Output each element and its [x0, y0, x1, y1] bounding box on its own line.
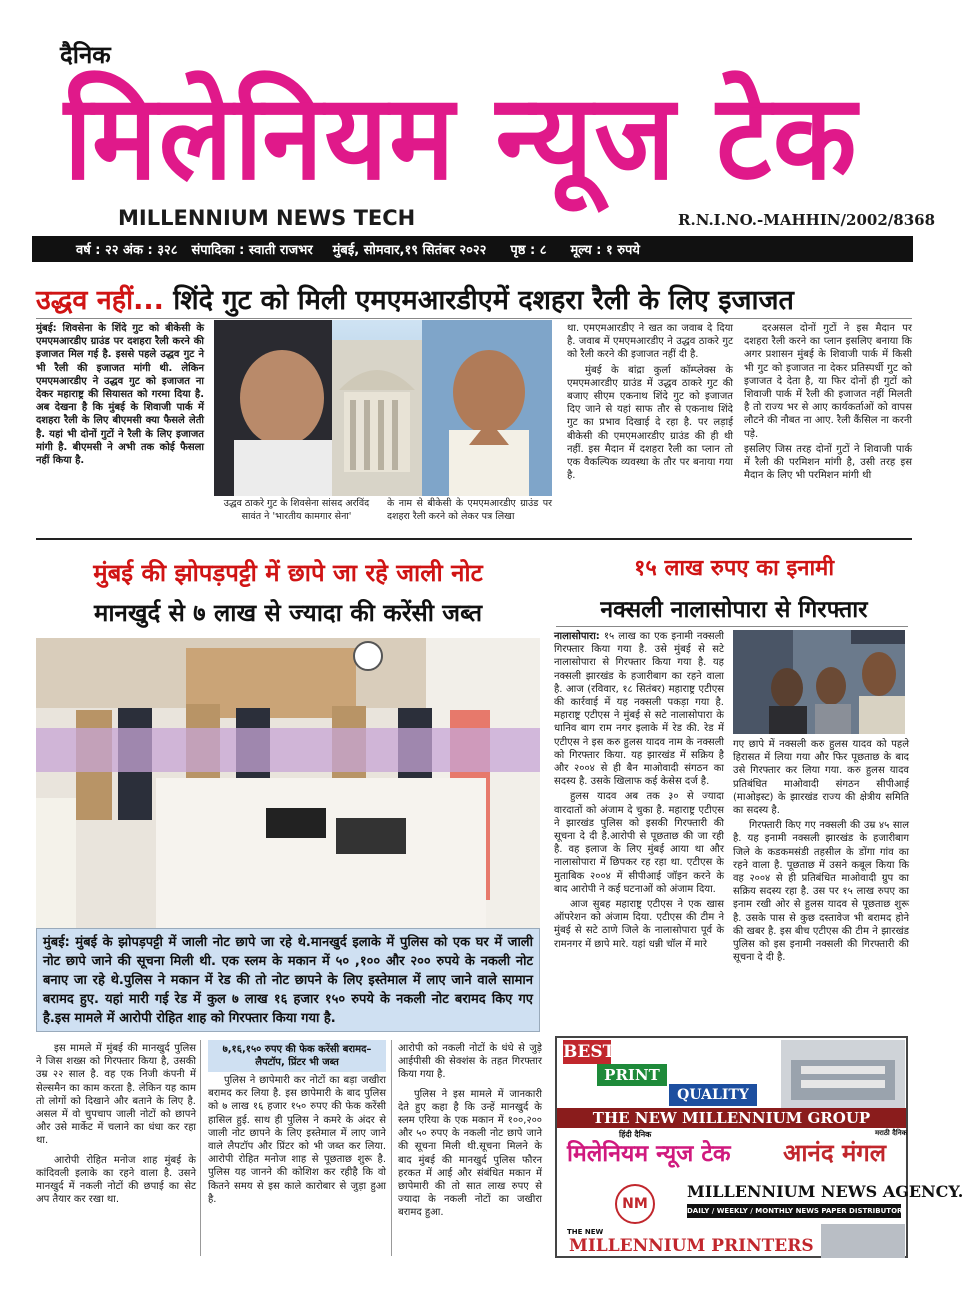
- ad-agency-sub: DAILY / WEEKLY / MONTHLY NEWS PAPER DISTRIBUTOR: [687, 1204, 901, 1218]
- story1-col1-text: शिवसेना के शिंदे गुट को बीकेसी के एमएमआरडीए ग्राउंड पर दशहरा रैली करने की इजाजत मिल गई है. इससे पहले उद्धव गुट ने भी रैली की इजाजत मांगी थी. लेकिन एमएमआरडीए ने उद्धव गुट को इजाजत ना देकर महाराष्ट्र की सियासत को गरमा दिया है. अब देखना है कि मुंबई के शिवाजी पार्क में दशहरा रैली के लिए बीएमसी क्या फैसले लेती है. यहां भी दोनों गुटों ने रैली के लिए इजाजत मांगी है. बीएमसी ने अभी तक कोई फैसला नहीं किया है.: [36, 323, 204, 467]
- story2-col1a: इस मामले में मुंबई की मानखुर्द पुलिस ने जिस शख्स को गिरफ्तार किया है, उसकी उम्र २२ साल है. वह एक निजी कंपनी में सेल्समैन का काम करता है. लेकिन यह काम तो लोगों को दिखाने और बताने के लिए है. असल में वो चुपचाप जाली नोटों को छापने और उसे मार्केट में चलाने का धंधा कर रहा था.: [36, 1043, 196, 1147]
- story3-column-2: [733, 738, 909, 1030]
- story2-col3b: पुलिस ने इस मामले में जानकारी देते हुए कहा है कि उन्हें मानखुर्द के स्लम एरिया के एक मकान में १००,२०० और ५० रुपए के नकली नोट छापे जाने की सूचना मिली थी.सूचना मिलने के बाद मुंबई की मानखुर्द पुलिस फौरन हरकत में आई और संबंधित मकान में छापेमारी की तो सात लाख रुपए से ज्यादा के नकली नोटों का जखीरा बरामद हुआ.: [398, 1088, 542, 1219]
- advertisement: [555, 1036, 963, 1258]
- divider: [391, 1040, 392, 1256]
- story2-col2: पुलिस ने छापेमारी कर नोटों का बड़ा जखीरा बरामद कर लिया है. इस छापेमारी के बाद पुलिस को ७ लाख १६ हजार १५० रुपए की फेक करेंसी हासिल हुई. साथ ही पुलिस ने कमरे के अंदर से जाली नोट छापने के लिए इस्तेमाल में लाए जाने वाले लैपटॉप और प्रिंटर को भी जब्त कर लिया. आरोपी रोहित मनोज शाह से पूछताछ शुरू है. पुलिस यह जानने की कोशिश कर रहीहै कि वो कितने समय से इस काले कारोबार से जुड़ा हुआ है.: [208, 1075, 386, 1205]
- editor-name: संपादिका : स्वाती राजभर: [191, 243, 313, 258]
- story1-caption-right: के नाम से बीकेसी के एमएमआरडीए ग्राउंड पर दशहरा रैली करने को लेकर पत्र लिखा: [387, 498, 552, 522]
- story1-photo-caption: [214, 498, 552, 530]
- story1-column-4: [744, 322, 912, 534]
- ad-quality: QUALITY: [669, 1084, 757, 1106]
- ad-press-image: [781, 1040, 905, 1110]
- ad-machine-image: [821, 1224, 905, 1258]
- story1-col3b: मुंबई के बांद्रा कुर्ला कॉम्प्लेक्स के एमएमआरडीए ग्राउंड में उद्धव ठाकरे गुट की बजाए सीएम एकनाथ शिंदे गुट को इजाजत दिए जाने से यहां साफ तौर से एकनाथ शिंदे गुट का प्रभाव दिखाई दे रहा है. पर लड़ाई बीकेसी की एमएमआरडीए ग्राउंड की ही थी नहीं. इस मैदान में दशहरा रैली का प्लान तो एक वैकल्पिक व्यवस्था के तौर पर बनाया गया है.: [567, 364, 733, 482]
- ad-the-new: THE NEW: [567, 1228, 604, 1236]
- story1-col4a: दरअसल दोनों गुटों ने इस मैदान पर दशहरा रैली करने का प्लान इसलिए बनाया कि अगर प्रशासन मुंबई के शिवाजी पार्क में किसी भी गुट को इजाजत ना देकर प्रतिस्पर्धी गुट को इजाजत दे देता है, या फिर दोनों ही गुटों को शिवाजी पार्क में रैली की इजाजत नहीं मिलती है तो राज्य भर से आए कार्यकर्ताओं को वापस लौटने की नौबत ना आए. रैली कैंसिल ना करनी पड़े.: [744, 323, 912, 440]
- story1-column-3: [567, 322, 733, 534]
- ad-hindi-daily: हिंदी दैनिक: [619, 1130, 652, 1139]
- story2-column-3: [398, 1042, 542, 1256]
- story1-title: शिंदे गुट को मिली एमएमआरडीएमें दशहरा रैली के लिए इजाजत: [173, 285, 794, 316]
- ad-printers: MILLENNIUM PRINTERS: [569, 1236, 814, 1256]
- story1-photo: [214, 320, 552, 496]
- story2-photo-caption: मुंबई: मुंबई के झोपड़पट्टी में जाली नोट छापे जा रहे थे.मानखुर्द इलाके में पुलिस को एक घर में जाली नोट छापे जाने की सूचना मिली थी. एक स्लम के मकान में ५० ,१०० और २०० रुपये के नकली नोट बनाए जा रहे थे.पुलिस ने मकान में रेड की तो नोट छापने के लिए इस्तेमाल में लाए जाने वाले सामान बरामद हुए. यहां मारी गई रेड में कुल ७ लाख १६ हजार १५० रुपये के नकली नोट बरामद किए गए है.इस मामले में आरोपी रोहित शाह को गिरफ्तार किया गया है.: [36, 928, 540, 1032]
- story3-headline-2: नक्सली नालासोपारा से गिरफ्तार: [600, 597, 868, 623]
- story3-column-1: [554, 630, 724, 1030]
- masthead-dainik: दैनिक: [60, 41, 111, 69]
- ad-paper1: मिलेनियम न्यूज टेक: [567, 1141, 731, 1167]
- ad-agency: MILLENNIUM NEWS AGENCY.: [687, 1182, 963, 1201]
- story2-box-title: ७,१६,१५० रुपए की फेक करेंसी बरामद– लैपटॉप, प्रिंटर भी जब्त: [208, 1040, 386, 1072]
- story2-column-2: [208, 1040, 386, 1256]
- story2-column-1: [36, 1042, 196, 1256]
- story1-column-1: [36, 322, 204, 534]
- divider: [556, 626, 908, 627]
- story3-col1c: आज सुबह महाराष्ट्र एटीएस ने एक खास ऑपरेशन को अंजाम दिया. एटीएस की टीम ने मुंबई से सटे ठाणे जिले के नालासोपारा पूर्व के रामनगर में छापे मारे. यहां धन्नी चॉल में मारे: [554, 899, 724, 950]
- story1-caption-left: उद्धव ठाकरे गुट के शिवसेना सांसद अरविंद सावंत ने 'भारतीय कामगार सेना': [223, 498, 370, 522]
- info-bar: [32, 236, 913, 262]
- story1-kicker: उद्धव नहीं...: [36, 285, 164, 316]
- page-number: पृष्ठ : ८: [510, 243, 547, 258]
- story1-dateline: मुंबई:: [36, 323, 57, 334]
- dateline: मुंबई, सोमवार,१९ सितंबर २०२२: [332, 243, 487, 258]
- issue-number: वर्ष : २२ अंक : ३२८: [76, 243, 178, 258]
- masthead-rni: R.N.I.NO.-MAHHIN/2002/8368: [678, 211, 936, 229]
- masthead-title: मिलेनियम न्यूज टेक: [64, 68, 859, 206]
- divider: [36, 318, 912, 319]
- ad-group: THE NEW MILLENNIUM GROUP: [557, 1108, 906, 1128]
- ad-print: PRINT: [597, 1064, 667, 1086]
- story2-photo: [36, 638, 540, 928]
- story3-headline-1: १५ लाख रुपए का इनामी: [633, 556, 835, 581]
- story2-col1b: आरोपी रोहित मनोज शाह मुंबई के कांदिवली इलाके का रहने वाला है. उसने मानखुर्द में नकली नोटों की छपाई का सेट अप तैयार कर रखा था.: [36, 1154, 196, 1206]
- story3-col2a: गए छापे में नक्सली करु हुलस यादव को पहले हिरासत में लिया गया और फिर पूछताछ के बाद उसे गिरफ्तार कर लिया गया. करु हुलस यादव प्रतिबंधित माओवादी संगठन सीपीआई (माओइस्ट) के झारखंड राज्य की क्षेत्रीय समिति का सदस्य है.: [733, 739, 909, 817]
- story3-col1b: हुलस यादव अब तक ३० से ज्यादा वारदातों को अंजाम दे चुका है. महाराष्ट्र एटीएस ने झारखंड पुलिस को इसकी गिरफ्तारी की सूचना दे दी है.आरोपी से पूछताछ की जा रही है. वह इलाज के लिए मुंबई आया था और नालासोपारा में छिपकर रह रहा था. एटीएस के मुताबिक २००४ में सीपीआई जॉइन करने के बाद आरोपी ने कई घटनाओं को अंजाम दिया.: [554, 791, 724, 895]
- ad-logo-icon: NM: [615, 1184, 655, 1224]
- ad-best: BEST: [563, 1042, 616, 1062]
- story1-col4b: इसलिए जिस तरह दोनों गुटों ने शिवाजी पार्क में रैली की परमिशन मांगी है, उसी तरह इस मैदान के लिए भी परमिशन मांगी थी: [744, 443, 912, 482]
- story2-col3a: आरोपी को नकली नोटों के धंधे से जुड़े आईपीसी की सेक्शंस के तहत गिरफ्तार किया गया है.: [398, 1043, 542, 1081]
- story2-headline-2: मानखुर्द से ७ लाख से ज्यादा की करेंसी जब्त: [93, 599, 482, 627]
- masthead-english-title: MILLENNIUM NEWS TECH: [118, 206, 416, 230]
- story1-headline: [36, 280, 916, 317]
- story2-headline-1: मुंबई की झोपड़पट्टी में छापे जा रहे जाली नोट: [93, 559, 483, 587]
- story1-col3a: था. एमएमआरडीए ने खत का जवाब दे दिया है. जवाब में एमएमआरडीए ने उद्धव ठाकरे गुट को रैली करने की इजाजत नहीं दी है.: [567, 323, 733, 361]
- story3-col1a: १५ लाख का एक इनामी नक्सली गिरफ्तार किया गया है. उसे मुंबई से सटे नालासोपारा से गिरफ्तार किया गया है. यह नक्सली झारखंड के हजारीबाग का रहने वाला है. आज (रविवार, १८ सितंबर) महाराष्ट्र एटीएस की कार्रवाई में यह नक्सली पकड़ा गया है. महाराष्ट्र एटीएस ने मुंबई से सटे नालासोपारा के धानिव बाग राम नगर इलाके में रेड की. रेड में एटीएस ने इस करु हुलस यादव नाम के नक्सली को गिरफ्तार किया. यह झारखंड में सक्रिय है और २००४ से ही बैन माओवादी संगठन का सदस्य है. उसके खिलाफ कई केसेस दर्ज है.: [554, 631, 724, 788]
- divider: [36, 538, 912, 540]
- ad-paper2: आनंद मंगल: [783, 1139, 887, 1167]
- price: मूल्य : १ रुपये: [570, 243, 640, 258]
- story3-col2b: गिरफ्तारी किए गए नक्सली की उम्र ४५ साल है. यह इनामी नक्सली झारखंड के हजारीबाग जिले के कडकमसंडी तहसील के डोंगा गांव का रहने वाला है. पूछताछ में उसने कबूल किया कि वह २००४ से ही प्रतिबंधित माओवादी ग्रुप का सक्रिय सदस्य रहा है. उस पर १५ लाख रुपए का इनाम रखी ओर से हुलस यादव से पूछताछ शुरू है. उसके पास से कुछ दस्तावेज भी बरामद होने की खबर है. इस बीच एटीएस की टीम ने झारखंड पुलिस को इस इनामी नक्सली की गिरफ्तारी की सूचना दे दी है.: [733, 820, 909, 964]
- divider: [200, 1040, 201, 1256]
- story3-dateline: नालासोपारा:: [554, 631, 600, 642]
- ad-marathi-daily: मराठी दैनिक: [875, 1129, 907, 1137]
- story3-photo: [733, 630, 905, 734]
